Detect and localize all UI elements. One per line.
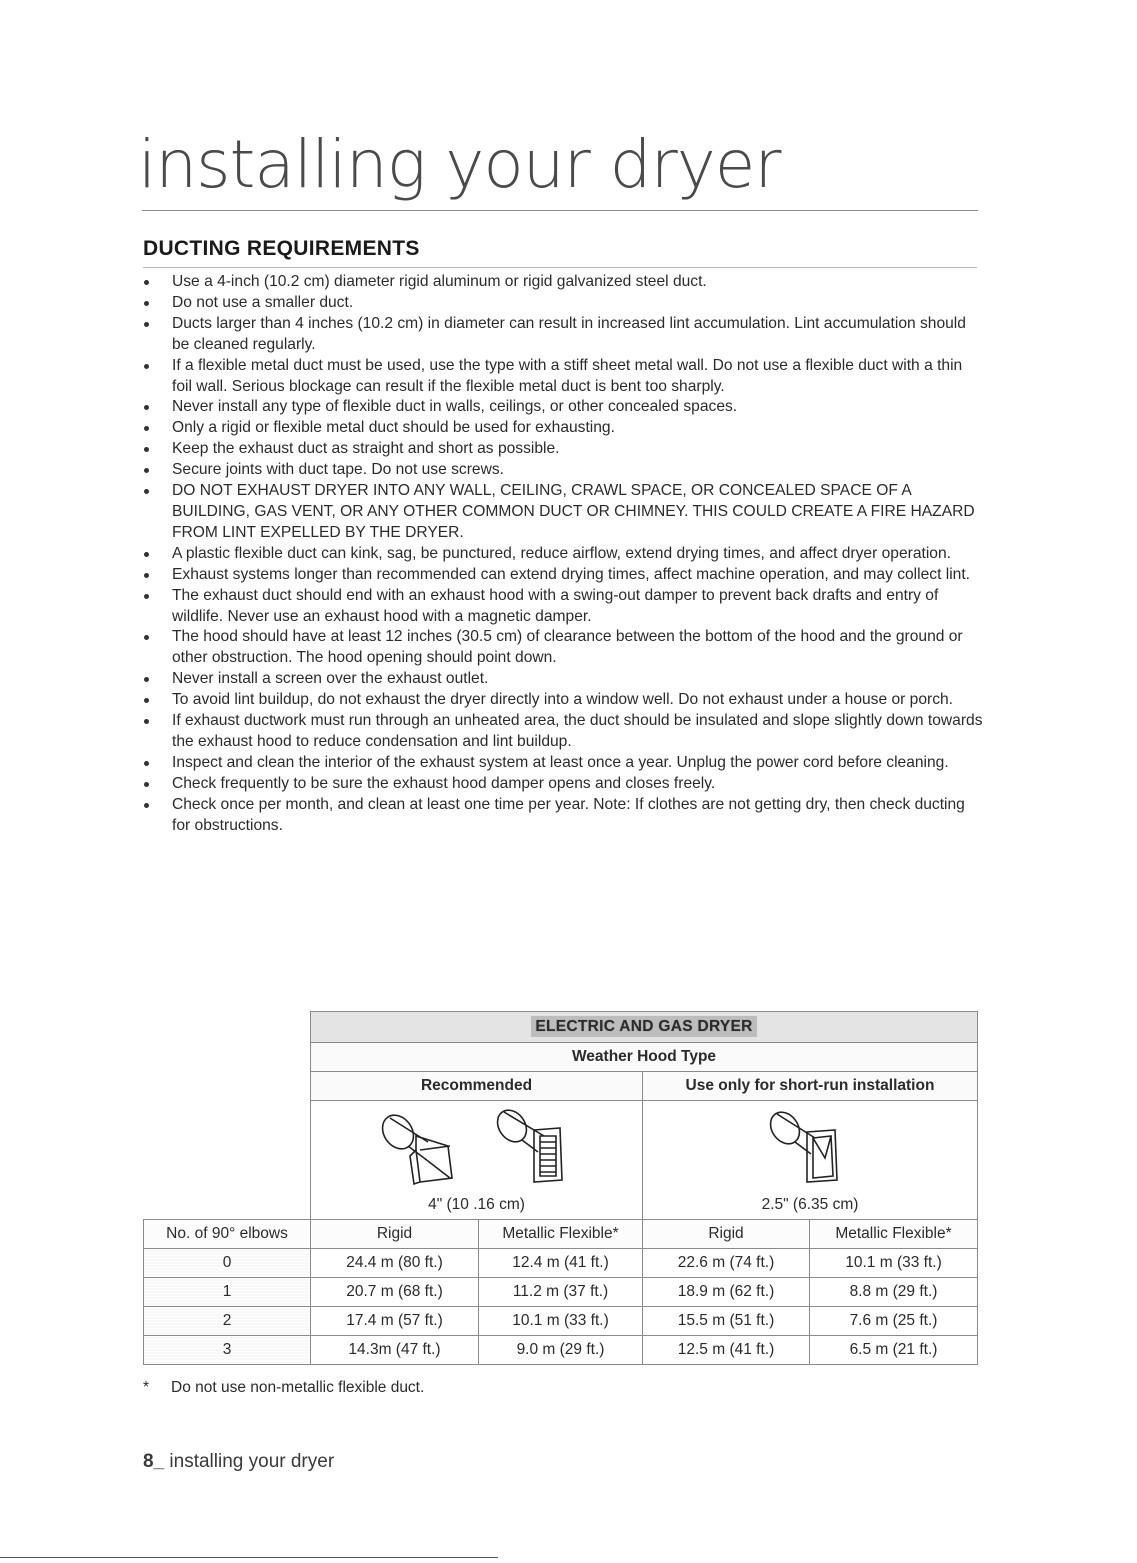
table-cell: 15.5 m (51 ft.)	[643, 1307, 810, 1336]
col-elbows: No. of 90° elbows	[144, 1220, 311, 1249]
list-item: Secure joints with duct tape. Do not use screws.	[143, 460, 983, 481]
list-item: The exhaust duct should end with an exhaust hood with a swing-out damper to prevent back drafts and entry of wildlife. Never use an exhaust hood with a magnetic damper.	[143, 586, 983, 628]
list-item: Ducts larger than 4 inches (10.2 cm) in diameter can result in increased lint accumulation. Lint accumulation should be cleaned regularly.	[143, 314, 983, 356]
duct-length-table	[143, 1011, 978, 1365]
table-cell: 18.9 m (62 ft.)	[643, 1278, 810, 1307]
table-cell: 24.4 m (80 ft.)	[311, 1249, 479, 1278]
section-heading-text: DUCTING REQUIREMENTS	[143, 237, 420, 260]
table-cell: 10.1 m (33 ft.)	[479, 1307, 643, 1336]
table-row	[144, 1249, 978, 1278]
requirements-list	[143, 272, 983, 836]
table-main-header	[311, 1012, 978, 1043]
col-rigid-4in: Rigid	[311, 1220, 479, 1249]
footnote	[143, 1379, 424, 1397]
table-main-header-text: ELECTRIC AND GAS DRYER	[531, 1016, 756, 1037]
table-row	[144, 1278, 978, 1307]
flap-hood-icon	[755, 1106, 865, 1186]
list-item: Keep the exhaust duct as straight and short as possible.	[143, 439, 983, 460]
list-item: Do not use a smaller duct.	[143, 293, 983, 314]
elbow-count: 0	[144, 1249, 311, 1278]
list-item: Check frequently to be sure the exhaust hood damper opens and closes freely.	[143, 774, 983, 795]
footnote-text: Do not use non-metallic flexible duct.	[171, 1379, 425, 1396]
list-item: Exhaust systems longer than recommended can extend drying times, affect machine operation, and may collect lint.	[143, 565, 983, 586]
group-short-run: Use only for short-run installation	[643, 1072, 978, 1101]
table-cell: 20.7 m (68 ft.)	[311, 1278, 479, 1307]
bottom-divider	[0, 1557, 498, 1558]
table-cell: 12.4 m (41 ft.)	[479, 1249, 643, 1278]
table-cell: 10.1 m (33 ft.)	[810, 1249, 978, 1278]
list-item: A plastic flexible duct can kink, sag, be punctured, reduce airflow, extend drying times, and affect dryer operation.	[143, 544, 983, 565]
table-corner	[144, 1012, 311, 1043]
list-item: Use a 4-inch (10.2 cm) diameter rigid aluminum or rigid galvanized steel duct.	[143, 272, 983, 293]
recommended-hoods-figure	[311, 1101, 643, 1192]
list-item: Check once per month, and clean at least one time per year. Note: If clothes are not getting dry, then check ducting for obstructions.	[143, 795, 983, 837]
table-cell: 9.0 m (29 ft.)	[479, 1336, 643, 1365]
elbow-count: 2	[144, 1307, 311, 1336]
col-flexible-25in: Metallic Flexible*	[810, 1220, 978, 1249]
table-cell: 14.3m (47 ft.)	[311, 1336, 479, 1365]
list-item: Never install a screen over the exhaust outlet.	[143, 669, 983, 690]
list-item: To avoid lint buildup, do not exhaust the dryer directly into a window well. Do not exhaust under a house or porch.	[143, 690, 983, 711]
short-run-hood-figure	[643, 1101, 978, 1192]
list-item: DO NOT EXHAUST DRYER INTO ANY WALL, CEILING, CRAWL SPACE, OR CONCEALED SPACE OF A BUILDING, GAS VENT, OR ANY OTHER COMMON DUCT OR CHIMNEY. THIS COULD CREATE A FIRE HAZARD FROM LINT EXPELLED BY THE DRYER.	[143, 481, 983, 544]
footnote-marker: *	[143, 1379, 150, 1396]
table-cell: 7.6 m (25 ft.)	[810, 1307, 978, 1336]
table-row	[144, 1336, 978, 1365]
list-item: The hood should have at least 12 inches (30.5 cm) of clearance between the bottom of the hood and the ground or other obstruction. The hood opening should point down.	[143, 627, 983, 669]
table-row	[144, 1307, 978, 1336]
size-recommended: 4" (10 .16 cm)	[311, 1191, 643, 1220]
group-recommended: Recommended	[311, 1072, 643, 1101]
footer-text: installing your dryer	[164, 1451, 335, 1472]
col-rigid-25in: Rigid	[643, 1220, 810, 1249]
list-item: Inspect and clean the interior of the exhaust system at least once a year. Unplug the power cord before cleaning.	[143, 753, 983, 774]
elbow-count: 3	[144, 1336, 311, 1365]
louvered-hood-icon	[362, 1106, 592, 1186]
list-item: Never install any type of flexible duct in walls, ceilings, or other concealed spaces.	[143, 397, 983, 418]
table-cell: 22.6 m (74 ft.)	[643, 1249, 810, 1278]
list-item: Only a rigid or flexible metal duct should be used for exhausting.	[143, 418, 983, 439]
section-heading	[143, 237, 977, 268]
list-item: If exhaust ductwork must run through an unheated area, the duct should be insulated and slope slightly down towards the exhaust hood to reduce condensation and lint buildup.	[143, 711, 983, 753]
table-cell: 17.4 m (57 ft.)	[311, 1307, 479, 1336]
page-title	[138, 126, 978, 211]
elbow-count: 1	[144, 1278, 311, 1307]
page-title-text: installing your dryer	[138, 126, 781, 203]
page-number: 8_	[143, 1451, 165, 1472]
table-sub-header: Weather Hood Type	[311, 1043, 978, 1072]
page-footer	[143, 1451, 334, 1473]
list-item: If a flexible metal duct must be used, use the type with a stiff sheet metal wall. Do not use a flexible duct with a thin foil wall. Serious blockage can result if the flexible metal duct is bent too sharply.	[143, 356, 983, 398]
col-flexible-4in: Metallic Flexible*	[479, 1220, 643, 1249]
size-short-run: 2.5" (6.35 cm)	[643, 1191, 978, 1220]
table-cell: 11.2 m (37 ft.)	[479, 1278, 643, 1307]
table-cell: 12.5 m (41 ft.)	[643, 1336, 810, 1365]
table-cell: 8.8 m (29 ft.)	[810, 1278, 978, 1307]
table-cell: 6.5 m (21 ft.)	[810, 1336, 978, 1365]
